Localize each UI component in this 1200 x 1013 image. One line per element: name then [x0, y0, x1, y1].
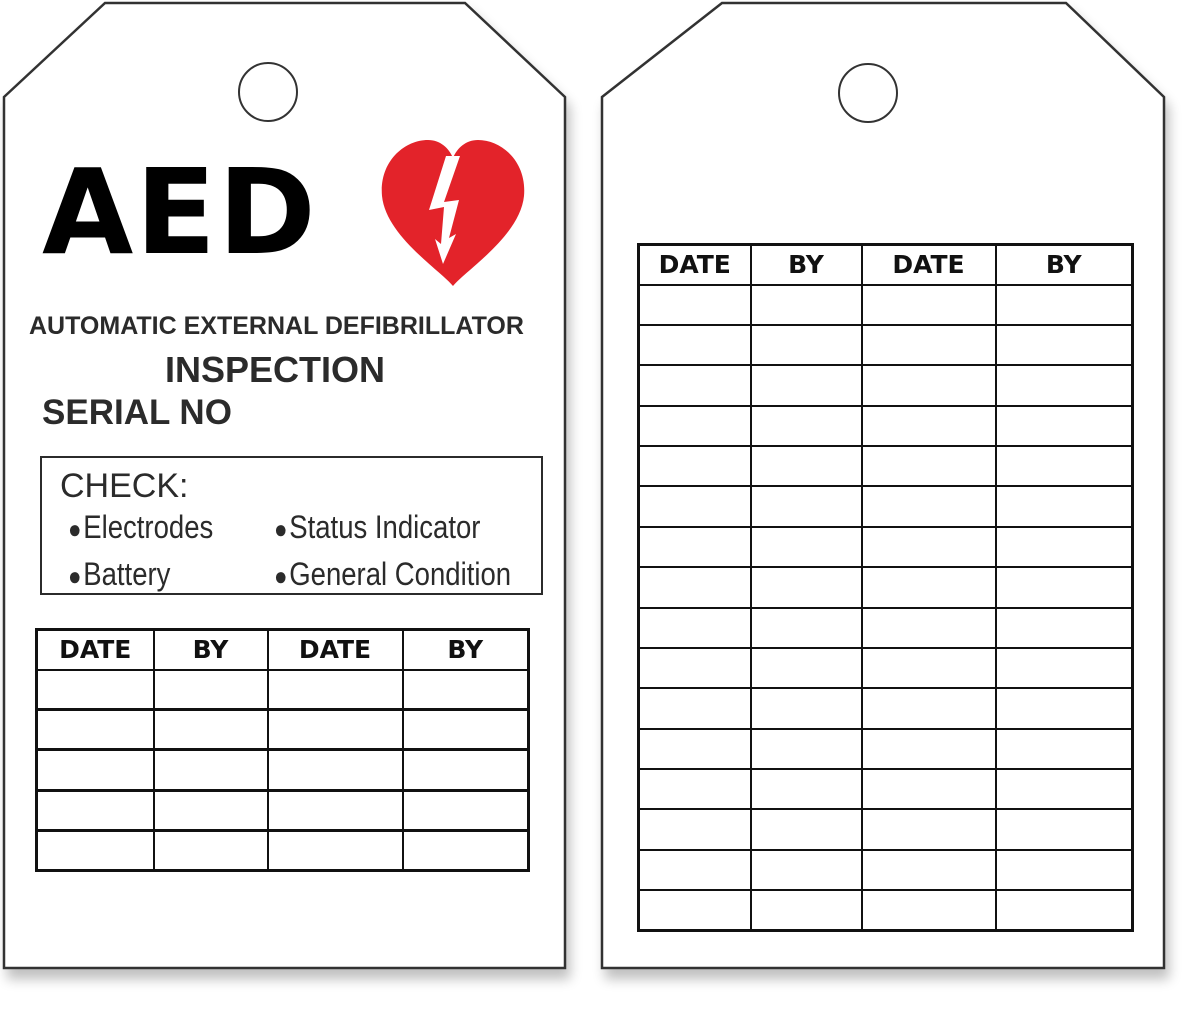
- table-row: [639, 446, 1133, 486]
- date-cell[interactable]: [639, 567, 751, 607]
- date-cell[interactable]: [37, 790, 154, 830]
- table-row: [639, 608, 1133, 648]
- by-cell[interactable]: [996, 285, 1133, 325]
- by-cell[interactable]: [154, 710, 268, 750]
- table-row: [639, 809, 1133, 849]
- by-cell[interactable]: [996, 567, 1133, 607]
- check-box: [40, 456, 543, 595]
- date-cell[interactable]: [37, 710, 154, 750]
- by-cell[interactable]: [751, 769, 862, 809]
- date-cell[interactable]: [639, 809, 751, 849]
- by-cell[interactable]: [996, 486, 1133, 526]
- by-cell[interactable]: [751, 608, 862, 648]
- check-item-battery: ●Battery: [68, 556, 171, 592]
- by-cell[interactable]: [996, 648, 1133, 688]
- inspection-label: INSPECTION: [164, 349, 386, 390]
- heart-lightning-icon: [380, 140, 526, 288]
- by-cell[interactable]: [154, 790, 268, 830]
- table-row: [639, 850, 1133, 890]
- date-cell[interactable]: [639, 769, 751, 809]
- table-row: [639, 648, 1133, 688]
- header-date: DATE: [268, 630, 403, 670]
- date-cell[interactable]: [639, 527, 751, 567]
- by-cell[interactable]: [403, 710, 529, 750]
- date-cell[interactable]: [268, 750, 403, 790]
- date-cell[interactable]: [862, 325, 996, 365]
- date-cell[interactable]: [639, 688, 751, 728]
- table-row: [639, 406, 1133, 446]
- header-by: BY: [996, 245, 1133, 285]
- by-cell[interactable]: [996, 325, 1133, 365]
- date-cell[interactable]: [639, 446, 751, 486]
- by-cell[interactable]: [751, 527, 862, 567]
- date-cell[interactable]: [862, 608, 996, 648]
- date-cell[interactable]: [862, 365, 996, 405]
- header-by: BY: [154, 630, 268, 670]
- date-cell[interactable]: [639, 365, 751, 405]
- date-cell[interactable]: [268, 830, 403, 870]
- subtitle: AUTOMATIC EXTERNAL DEFIBRILLATOR: [29, 312, 524, 340]
- date-cell[interactable]: [639, 890, 751, 930]
- table-row: [639, 567, 1133, 607]
- date-cell[interactable]: [862, 567, 996, 607]
- date-cell[interactable]: [862, 285, 996, 325]
- date-cell[interactable]: [862, 688, 996, 728]
- table-row: [639, 890, 1133, 930]
- table-row: [37, 830, 529, 870]
- table-row: [37, 670, 529, 710]
- by-cell[interactable]: [996, 850, 1133, 890]
- by-cell[interactable]: [403, 790, 529, 830]
- by-cell[interactable]: [751, 567, 862, 607]
- table-header-row: [37, 630, 529, 670]
- date-cell[interactable]: [862, 406, 996, 446]
- by-cell[interactable]: [154, 670, 268, 710]
- front-inspection-table: [35, 628, 530, 872]
- back-inspection-table: [637, 243, 1134, 932]
- by-cell[interactable]: [154, 830, 268, 870]
- date-cell[interactable]: [268, 790, 403, 830]
- back-tag-hole: [839, 64, 897, 122]
- date-cell[interactable]: [862, 850, 996, 890]
- check-item-status-indicator: ●Status Indicator: [274, 509, 481, 545]
- date-cell[interactable]: [37, 750, 154, 790]
- by-cell[interactable]: [751, 486, 862, 526]
- by-cell[interactable]: [154, 750, 268, 790]
- by-cell[interactable]: [751, 688, 862, 728]
- table-row: [37, 790, 529, 830]
- by-cell[interactable]: [751, 850, 862, 890]
- date-cell[interactable]: [268, 670, 403, 710]
- table-row: [37, 710, 529, 750]
- header-date: DATE: [862, 245, 996, 285]
- by-cell[interactable]: [751, 729, 862, 769]
- date-cell[interactable]: [862, 527, 996, 567]
- date-cell[interactable]: [639, 486, 751, 526]
- date-cell[interactable]: [862, 486, 996, 526]
- date-cell[interactable]: [639, 406, 751, 446]
- by-cell[interactable]: [996, 890, 1133, 930]
- by-cell[interactable]: [996, 809, 1133, 849]
- table-row: [639, 325, 1133, 365]
- by-cell[interactable]: [996, 769, 1133, 809]
- date-cell[interactable]: [862, 648, 996, 688]
- table-row: [639, 527, 1133, 567]
- date-cell[interactable]: [639, 850, 751, 890]
- check-title: CHECK:: [60, 467, 189, 505]
- date-cell[interactable]: [37, 830, 154, 870]
- by-cell[interactable]: [996, 446, 1133, 486]
- header-by: BY: [751, 245, 862, 285]
- by-cell[interactable]: [751, 406, 862, 446]
- by-cell[interactable]: [751, 890, 862, 930]
- date-cell[interactable]: [862, 729, 996, 769]
- table-row: [639, 486, 1133, 526]
- by-cell[interactable]: [996, 406, 1133, 446]
- by-cell[interactable]: [751, 809, 862, 849]
- date-cell[interactable]: [862, 769, 996, 809]
- table-row: [639, 285, 1133, 325]
- table-header-row: [639, 245, 1133, 285]
- date-cell[interactable]: [639, 608, 751, 648]
- date-cell[interactable]: [37, 670, 154, 710]
- date-cell[interactable]: [639, 648, 751, 688]
- by-cell[interactable]: [751, 365, 862, 405]
- date-cell[interactable]: [862, 890, 996, 930]
- by-cell[interactable]: [403, 670, 529, 710]
- header-date: DATE: [639, 245, 751, 285]
- check-item-electrodes: ●Electrodes: [68, 509, 214, 545]
- by-cell[interactable]: [403, 830, 529, 870]
- table-row: [639, 769, 1133, 809]
- aed-title: AED: [42, 143, 318, 281]
- table-row: [639, 729, 1133, 769]
- date-cell[interactable]: [862, 809, 996, 849]
- by-cell[interactable]: [751, 325, 862, 365]
- table-row: [639, 688, 1133, 728]
- by-cell[interactable]: [751, 648, 862, 688]
- table-row: [37, 750, 529, 790]
- by-cell[interactable]: [996, 527, 1133, 567]
- date-cell[interactable]: [639, 285, 751, 325]
- date-cell[interactable]: [268, 710, 403, 750]
- by-cell[interactable]: [996, 365, 1133, 405]
- date-cell[interactable]: [639, 729, 751, 769]
- header-date: DATE: [37, 630, 154, 670]
- table-row: [639, 365, 1133, 405]
- by-cell[interactable]: [996, 729, 1133, 769]
- by-cell[interactable]: [751, 285, 862, 325]
- front-tag-hole: [239, 63, 297, 121]
- by-cell[interactable]: [403, 750, 529, 790]
- date-cell[interactable]: [639, 325, 751, 365]
- by-cell[interactable]: [996, 688, 1133, 728]
- serial-number-label: SERIAL NO: [42, 393, 232, 432]
- check-item-general-condition: ●General Condition: [274, 556, 512, 592]
- date-cell[interactable]: [862, 446, 996, 486]
- by-cell[interactable]: [996, 608, 1133, 648]
- by-cell[interactable]: [751, 446, 862, 486]
- header-by: BY: [403, 630, 529, 670]
